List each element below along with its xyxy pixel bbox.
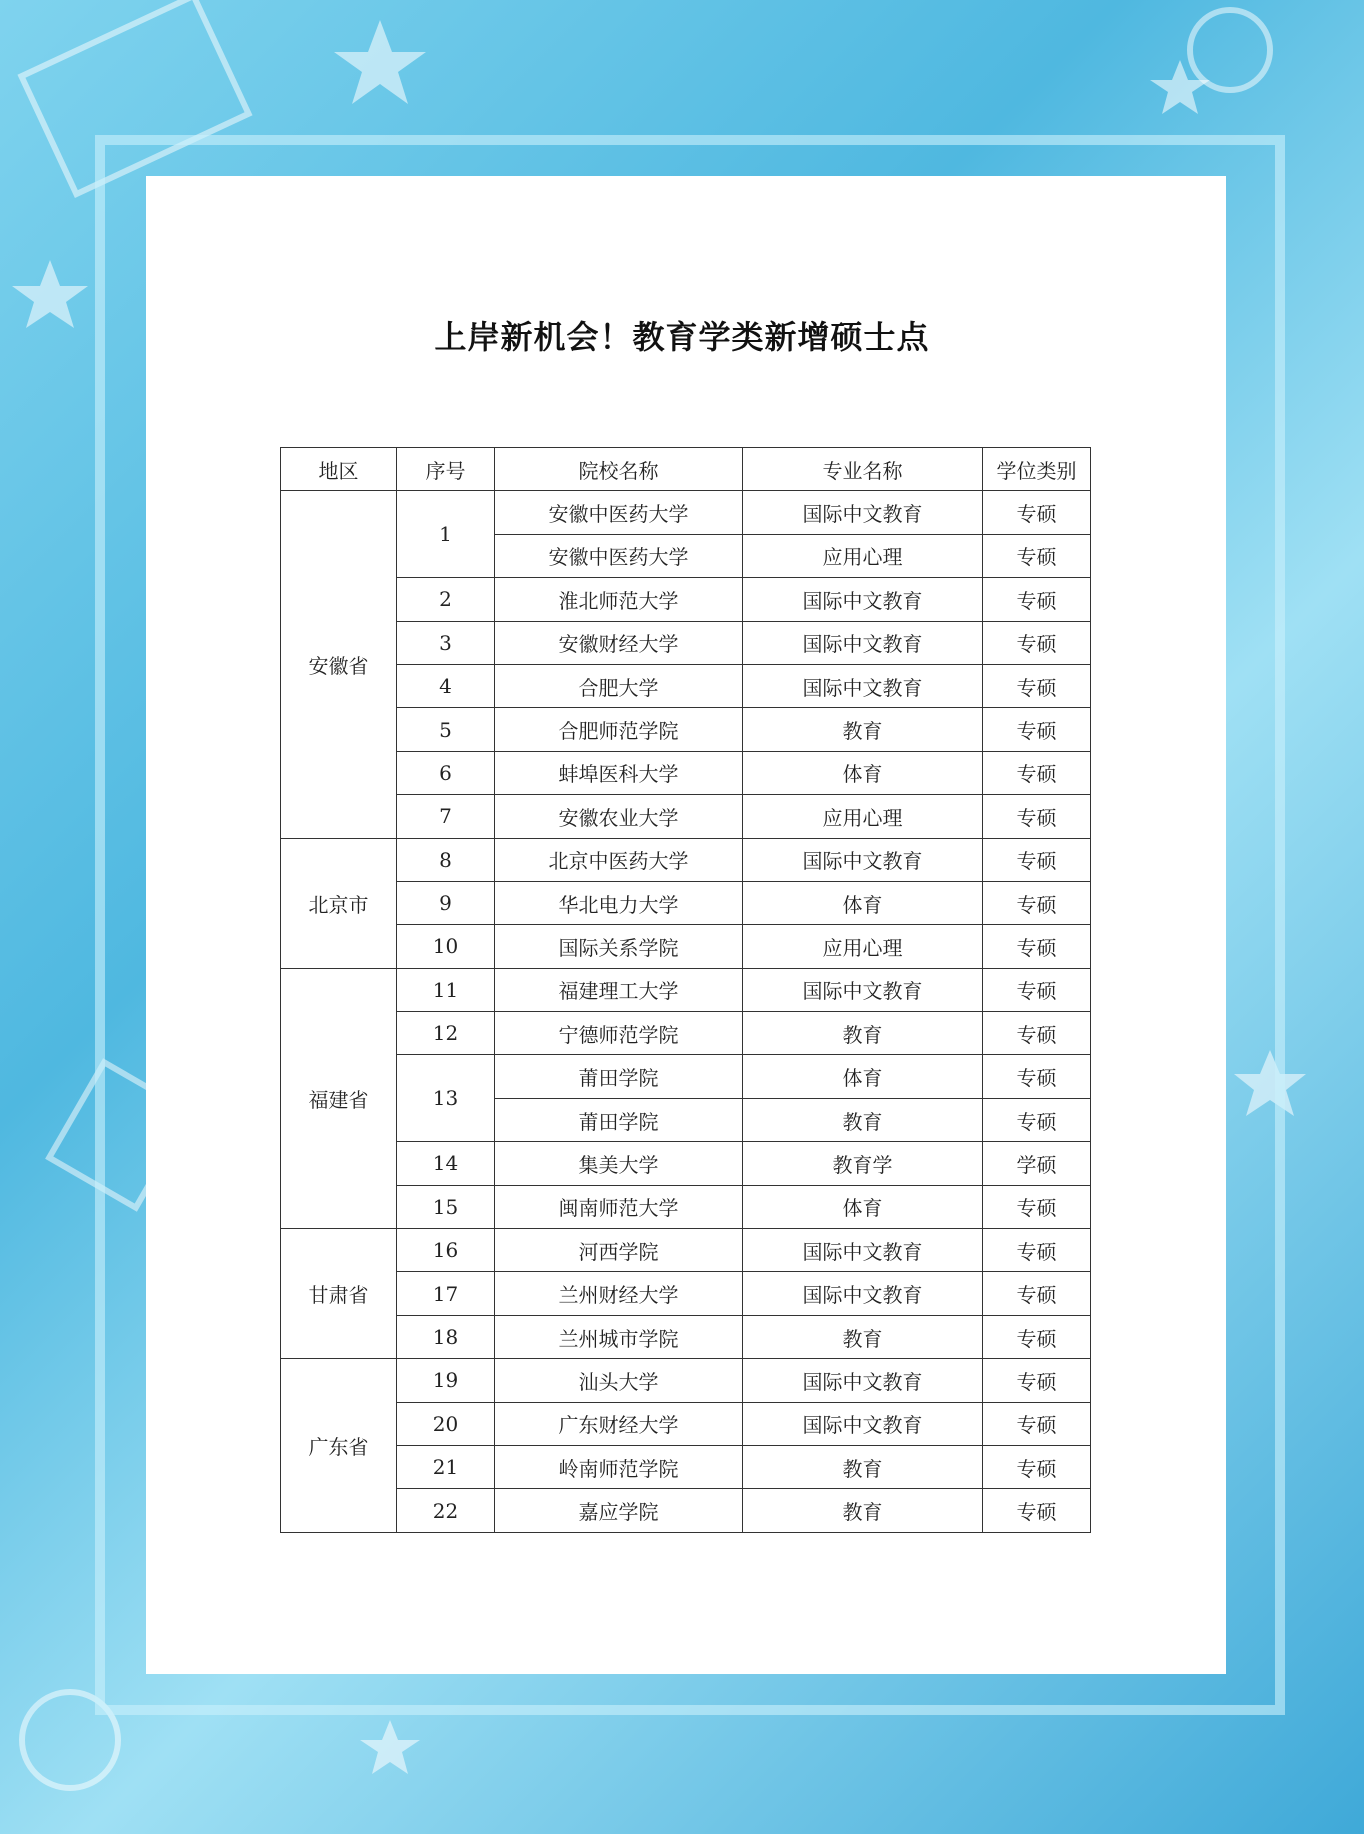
major-cell: 体育 (743, 1185, 983, 1228)
degree-cell: 专硕 (983, 795, 1091, 838)
table-row (281, 1229, 1091, 1272)
school-cell: 淮北师范大学 (495, 578, 743, 621)
degree-cell: 专硕 (983, 1012, 1091, 1055)
degree-cell: 专硕 (983, 621, 1091, 664)
region-cell: 安徽省 (281, 491, 397, 838)
number-cell: 12 (397, 1012, 495, 1055)
school-cell: 安徽财经大学 (495, 621, 743, 664)
table-row (281, 968, 1091, 1011)
major-cell: 国际中文教育 (743, 1359, 983, 1402)
number-cell: 17 (397, 1272, 495, 1315)
header-degree: 学位类别 (983, 448, 1091, 491)
bubble-icon (22, 1692, 118, 1788)
number-cell: 18 (397, 1315, 495, 1358)
major-cell: 国际中文教育 (743, 1229, 983, 1272)
envelope-icon (21, 0, 248, 194)
region-cell: 福建省 (281, 968, 397, 1228)
number-cell: 3 (397, 621, 495, 664)
school-cell: 宁德师范学院 (495, 1012, 743, 1055)
degree-cell: 专硕 (983, 1055, 1091, 1098)
degree-cell: 专硕 (983, 838, 1091, 881)
school-cell: 河西学院 (495, 1229, 743, 1272)
major-cell: 体育 (743, 881, 983, 924)
school-cell: 安徽中医药大学 (495, 491, 743, 534)
number-cell: 9 (397, 881, 495, 924)
degree-cell: 专硕 (983, 1445, 1091, 1488)
header-region: 地区 (281, 448, 397, 491)
number-cell: 15 (397, 1185, 495, 1228)
table-row (281, 751, 1091, 794)
degree-cell: 专硕 (983, 534, 1091, 577)
number-cell: 13 (397, 1055, 495, 1142)
region-cell: 广东省 (281, 1359, 397, 1533)
major-cell: 应用心理 (743, 795, 983, 838)
degree-cell: 专硕 (983, 491, 1091, 534)
region-cell: 北京市 (281, 838, 397, 968)
number-cell: 22 (397, 1489, 495, 1532)
table-header-row (281, 448, 1091, 491)
number-cell: 6 (397, 751, 495, 794)
table-row (281, 1055, 1091, 1098)
major-cell: 国际中文教育 (743, 838, 983, 881)
degree-cell: 专硕 (983, 1489, 1091, 1532)
major-cell: 教育 (743, 1445, 983, 1488)
school-cell: 汕头大学 (495, 1359, 743, 1402)
number-cell: 21 (397, 1445, 495, 1488)
school-cell: 莆田学院 (495, 1055, 743, 1098)
table-row (281, 925, 1091, 968)
school-cell: 兰州财经大学 (495, 1272, 743, 1315)
degree-cell: 专硕 (983, 1185, 1091, 1228)
major-cell: 国际中文教育 (743, 1402, 983, 1445)
star-icon (1234, 1050, 1306, 1116)
school-cell: 华北电力大学 (495, 881, 743, 924)
table-body (281, 491, 1091, 1532)
number-cell: 1 (397, 491, 495, 578)
major-cell: 国际中文教育 (743, 621, 983, 664)
degree-cell: 专硕 (983, 1098, 1091, 1141)
major-cell: 教育 (743, 708, 983, 751)
major-cell: 教育 (743, 1098, 983, 1141)
bubble-icon (1190, 10, 1270, 90)
major-cell: 国际中文教育 (743, 664, 983, 707)
major-cell: 国际中文教育 (743, 1272, 983, 1315)
school-cell: 蚌埠医科大学 (495, 751, 743, 794)
number-cell: 16 (397, 1229, 495, 1272)
number-cell: 8 (397, 838, 495, 881)
page-title: 上岸新机会！教育学类新增硕士点 (434, 318, 930, 356)
school-cell: 闽南师范大学 (495, 1185, 743, 1228)
major-cell: 体育 (743, 751, 983, 794)
school-cell: 岭南师范学院 (495, 1445, 743, 1488)
degree-cell: 专硕 (983, 578, 1091, 621)
degree-cell: 专硕 (983, 1315, 1091, 1358)
school-cell: 合肥大学 (495, 664, 743, 707)
table-row (281, 1359, 1091, 1402)
table-row (281, 1185, 1091, 1228)
major-cell: 体育 (743, 1055, 983, 1098)
major-cell: 国际中文教育 (743, 968, 983, 1011)
major-cell: 国际中文教育 (743, 578, 983, 621)
degree-cell: 专硕 (983, 881, 1091, 924)
table-row (281, 1489, 1091, 1532)
number-cell: 10 (397, 925, 495, 968)
header-number: 序号 (397, 448, 495, 491)
table-row (281, 664, 1091, 707)
major-cell: 国际中文教育 (743, 491, 983, 534)
degree-cell: 学硕 (983, 1142, 1091, 1185)
degree-cell: 专硕 (983, 925, 1091, 968)
degree-cell: 专硕 (983, 1359, 1091, 1402)
major-cell: 应用心理 (743, 534, 983, 577)
star-icon (1150, 60, 1210, 114)
table-row (281, 491, 1091, 534)
table-row (281, 881, 1091, 924)
major-cell: 教育 (743, 1315, 983, 1358)
region-cell: 甘肃省 (281, 1229, 397, 1359)
number-cell: 4 (397, 664, 495, 707)
header-school: 院校名称 (495, 448, 743, 491)
table-row (281, 578, 1091, 621)
number-cell: 2 (397, 578, 495, 621)
school-cell: 集美大学 (495, 1142, 743, 1185)
data-table (280, 447, 1091, 1533)
degree-cell: 专硕 (983, 708, 1091, 751)
degree-cell: 专硕 (983, 664, 1091, 707)
school-cell: 安徽农业大学 (495, 795, 743, 838)
table-row (281, 1012, 1091, 1055)
table-row (281, 1445, 1091, 1488)
major-cell: 应用心理 (743, 925, 983, 968)
major-cell: 教育学 (743, 1142, 983, 1185)
school-cell: 兰州城市学院 (495, 1315, 743, 1358)
number-cell: 19 (397, 1359, 495, 1402)
number-cell: 5 (397, 708, 495, 751)
number-cell: 11 (397, 968, 495, 1011)
school-cell: 合肥师范学院 (495, 708, 743, 751)
school-cell: 国际关系学院 (495, 925, 743, 968)
degree-cell: 专硕 (983, 1229, 1091, 1272)
degree-cell: 专硕 (983, 1402, 1091, 1445)
school-cell: 广东财经大学 (495, 1402, 743, 1445)
school-cell: 莆田学院 (495, 1098, 743, 1141)
school-cell: 北京中医药大学 (495, 838, 743, 881)
table-row (281, 1315, 1091, 1358)
table-row (281, 795, 1091, 838)
table-row (281, 1142, 1091, 1185)
degree-cell: 专硕 (983, 968, 1091, 1011)
header-major: 专业名称 (743, 448, 983, 491)
table-row (281, 708, 1091, 751)
star-icon (360, 1720, 420, 1774)
star-icon (334, 20, 426, 104)
degree-cell: 专硕 (983, 1272, 1091, 1315)
major-cell: 教育 (743, 1012, 983, 1055)
table-row (281, 1402, 1091, 1445)
school-cell: 安徽中医药大学 (495, 534, 743, 577)
table-row (281, 1272, 1091, 1315)
number-cell: 7 (397, 795, 495, 838)
degree-cell: 专硕 (983, 751, 1091, 794)
school-cell: 福建理工大学 (495, 968, 743, 1011)
table-row (281, 838, 1091, 881)
table-row (281, 621, 1091, 664)
major-cell: 教育 (743, 1489, 983, 1532)
number-cell: 14 (397, 1142, 495, 1185)
school-cell: 嘉应学院 (495, 1489, 743, 1532)
number-cell: 20 (397, 1402, 495, 1445)
